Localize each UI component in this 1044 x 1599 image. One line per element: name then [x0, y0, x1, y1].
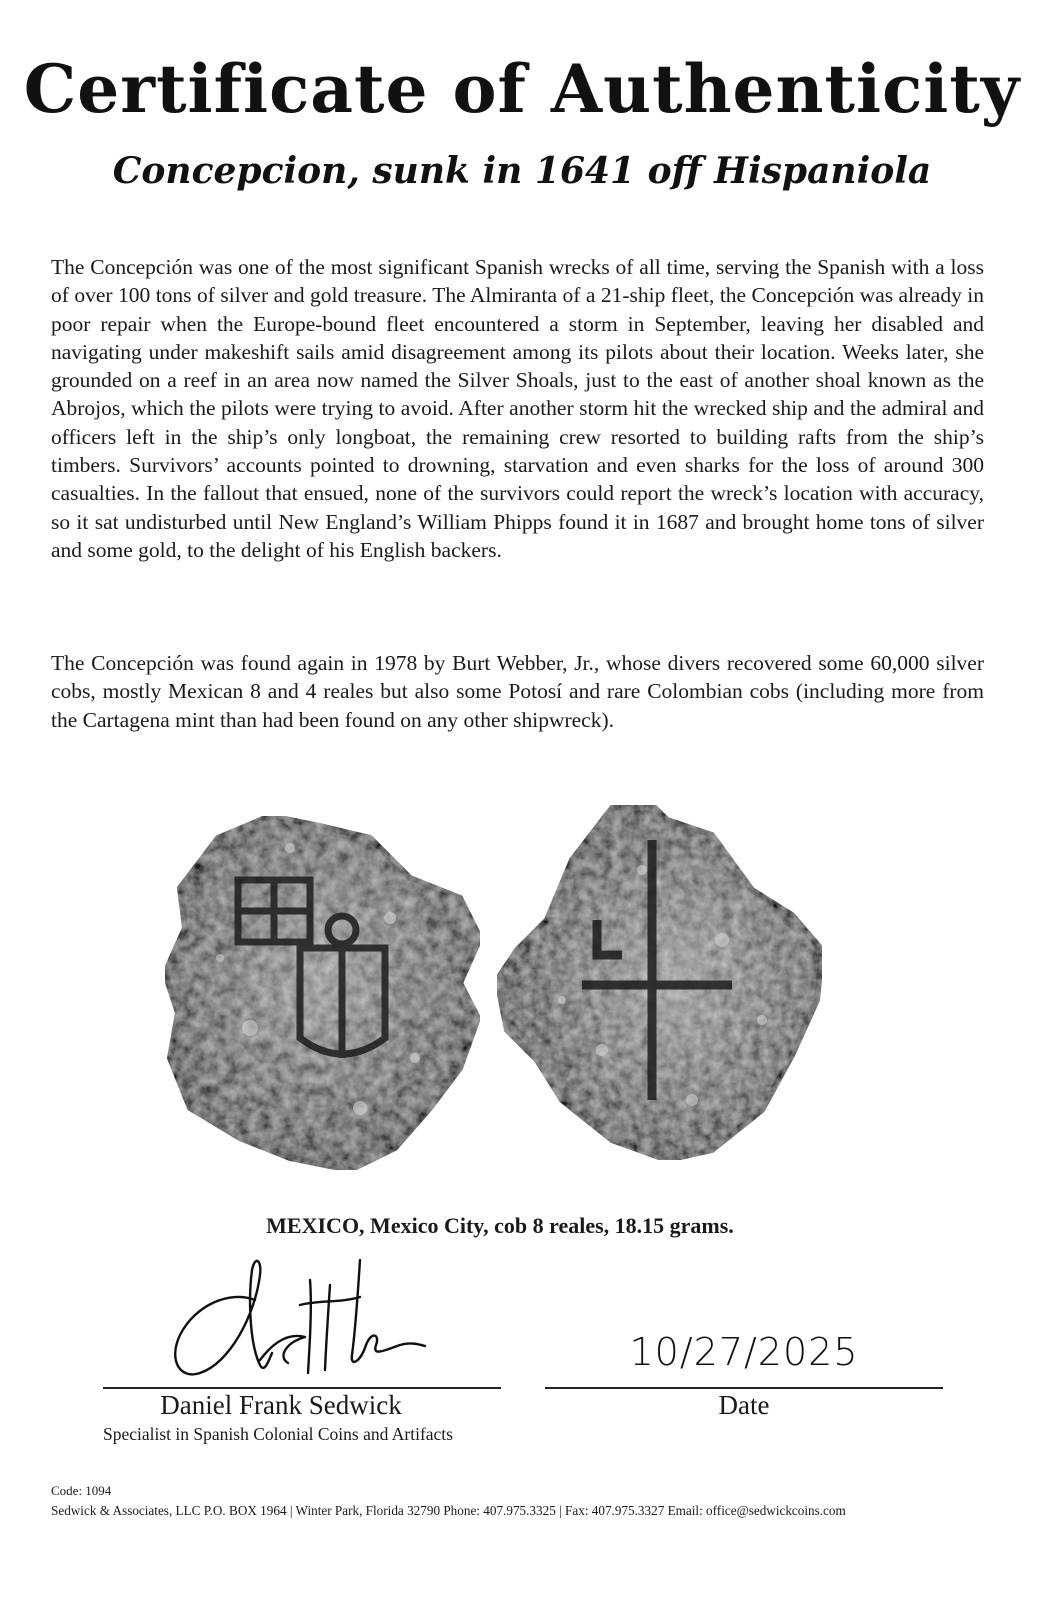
date-line	[545, 1387, 943, 1389]
coin-reverse-image	[492, 800, 828, 1166]
certificate-title: Certificate of Authenticity	[23, 50, 1021, 128]
handwritten-signature	[160, 1245, 440, 1395]
coin-caption: MEXICO, Mexico City, cob 8 reales, 18.15 grams.	[266, 1213, 734, 1238]
coin-obverse-image	[160, 808, 490, 1174]
history-paragraph-1: The Concepción was one of the most significant Spanish wrecks of all time, serving the Spanish with a loss of over 100 tons of silver and gold treasure. The Almiranta of a 21-ship fleet, the Concepción was already in poor repair when the Europe-bound fleet encountered a storm in September, leaving her disabled and navigating under makeshift sails amid disagreement among its pilots about their location. Weeks later, she grounded on a reef in an area now named the Silver Shoals, just to the east of another shoal known as the Abrojos, which the pilots were trying to avoid. After another storm hit the wrecked ship and the admiral and officers left in the ship’s only longboat, the remaining crew resorted to building rafts from the ship’s timbers. Survivors’ accounts pointed to drowning, starvation and even sharks for the loss of around 300 casualties. In the fallout that ensued, none of the survivors could report the wreck’s location with accuracy, so it sat undisturbed until New England’s William Phipps found it in 1687 and brought home tons of silver and some gold, to the delight of his English backers.	[51, 255, 984, 562]
signature-line	[103, 1387, 501, 1389]
certificate-subtitle: Concepcion, sunk in 1641 off Hispaniola	[112, 150, 932, 192]
signature-date: 10/27/2025	[629, 1330, 859, 1374]
company-footer: Sedwick & Associates, LLC P.O. BOX 1964 | Winter Park, Florida 32790 Phone: 407.975.3325 | Fax: 407.975.3327 Email: office@sedwickcoins.com	[51, 1503, 846, 1518]
certificate-code: Code: 1094	[51, 1483, 112, 1498]
date-label: Date	[718, 1390, 770, 1420]
signer-name: Daniel Frank Sedwick	[160, 1390, 402, 1420]
history-paragraph-2: The Concepción was found again in 1978 by Burt Webber, Jr., whose divers recovered some 60,000 silver cobs, mostly Mexican 8 and 4 reales but also some Potosí and rare Colombian cobs (including more from the Cartagena mint than had been found on any other shipwreck).	[51, 651, 984, 732]
signer-role: Specialist in Spanish Colonial Coins and Artifacts	[103, 1424, 453, 1444]
